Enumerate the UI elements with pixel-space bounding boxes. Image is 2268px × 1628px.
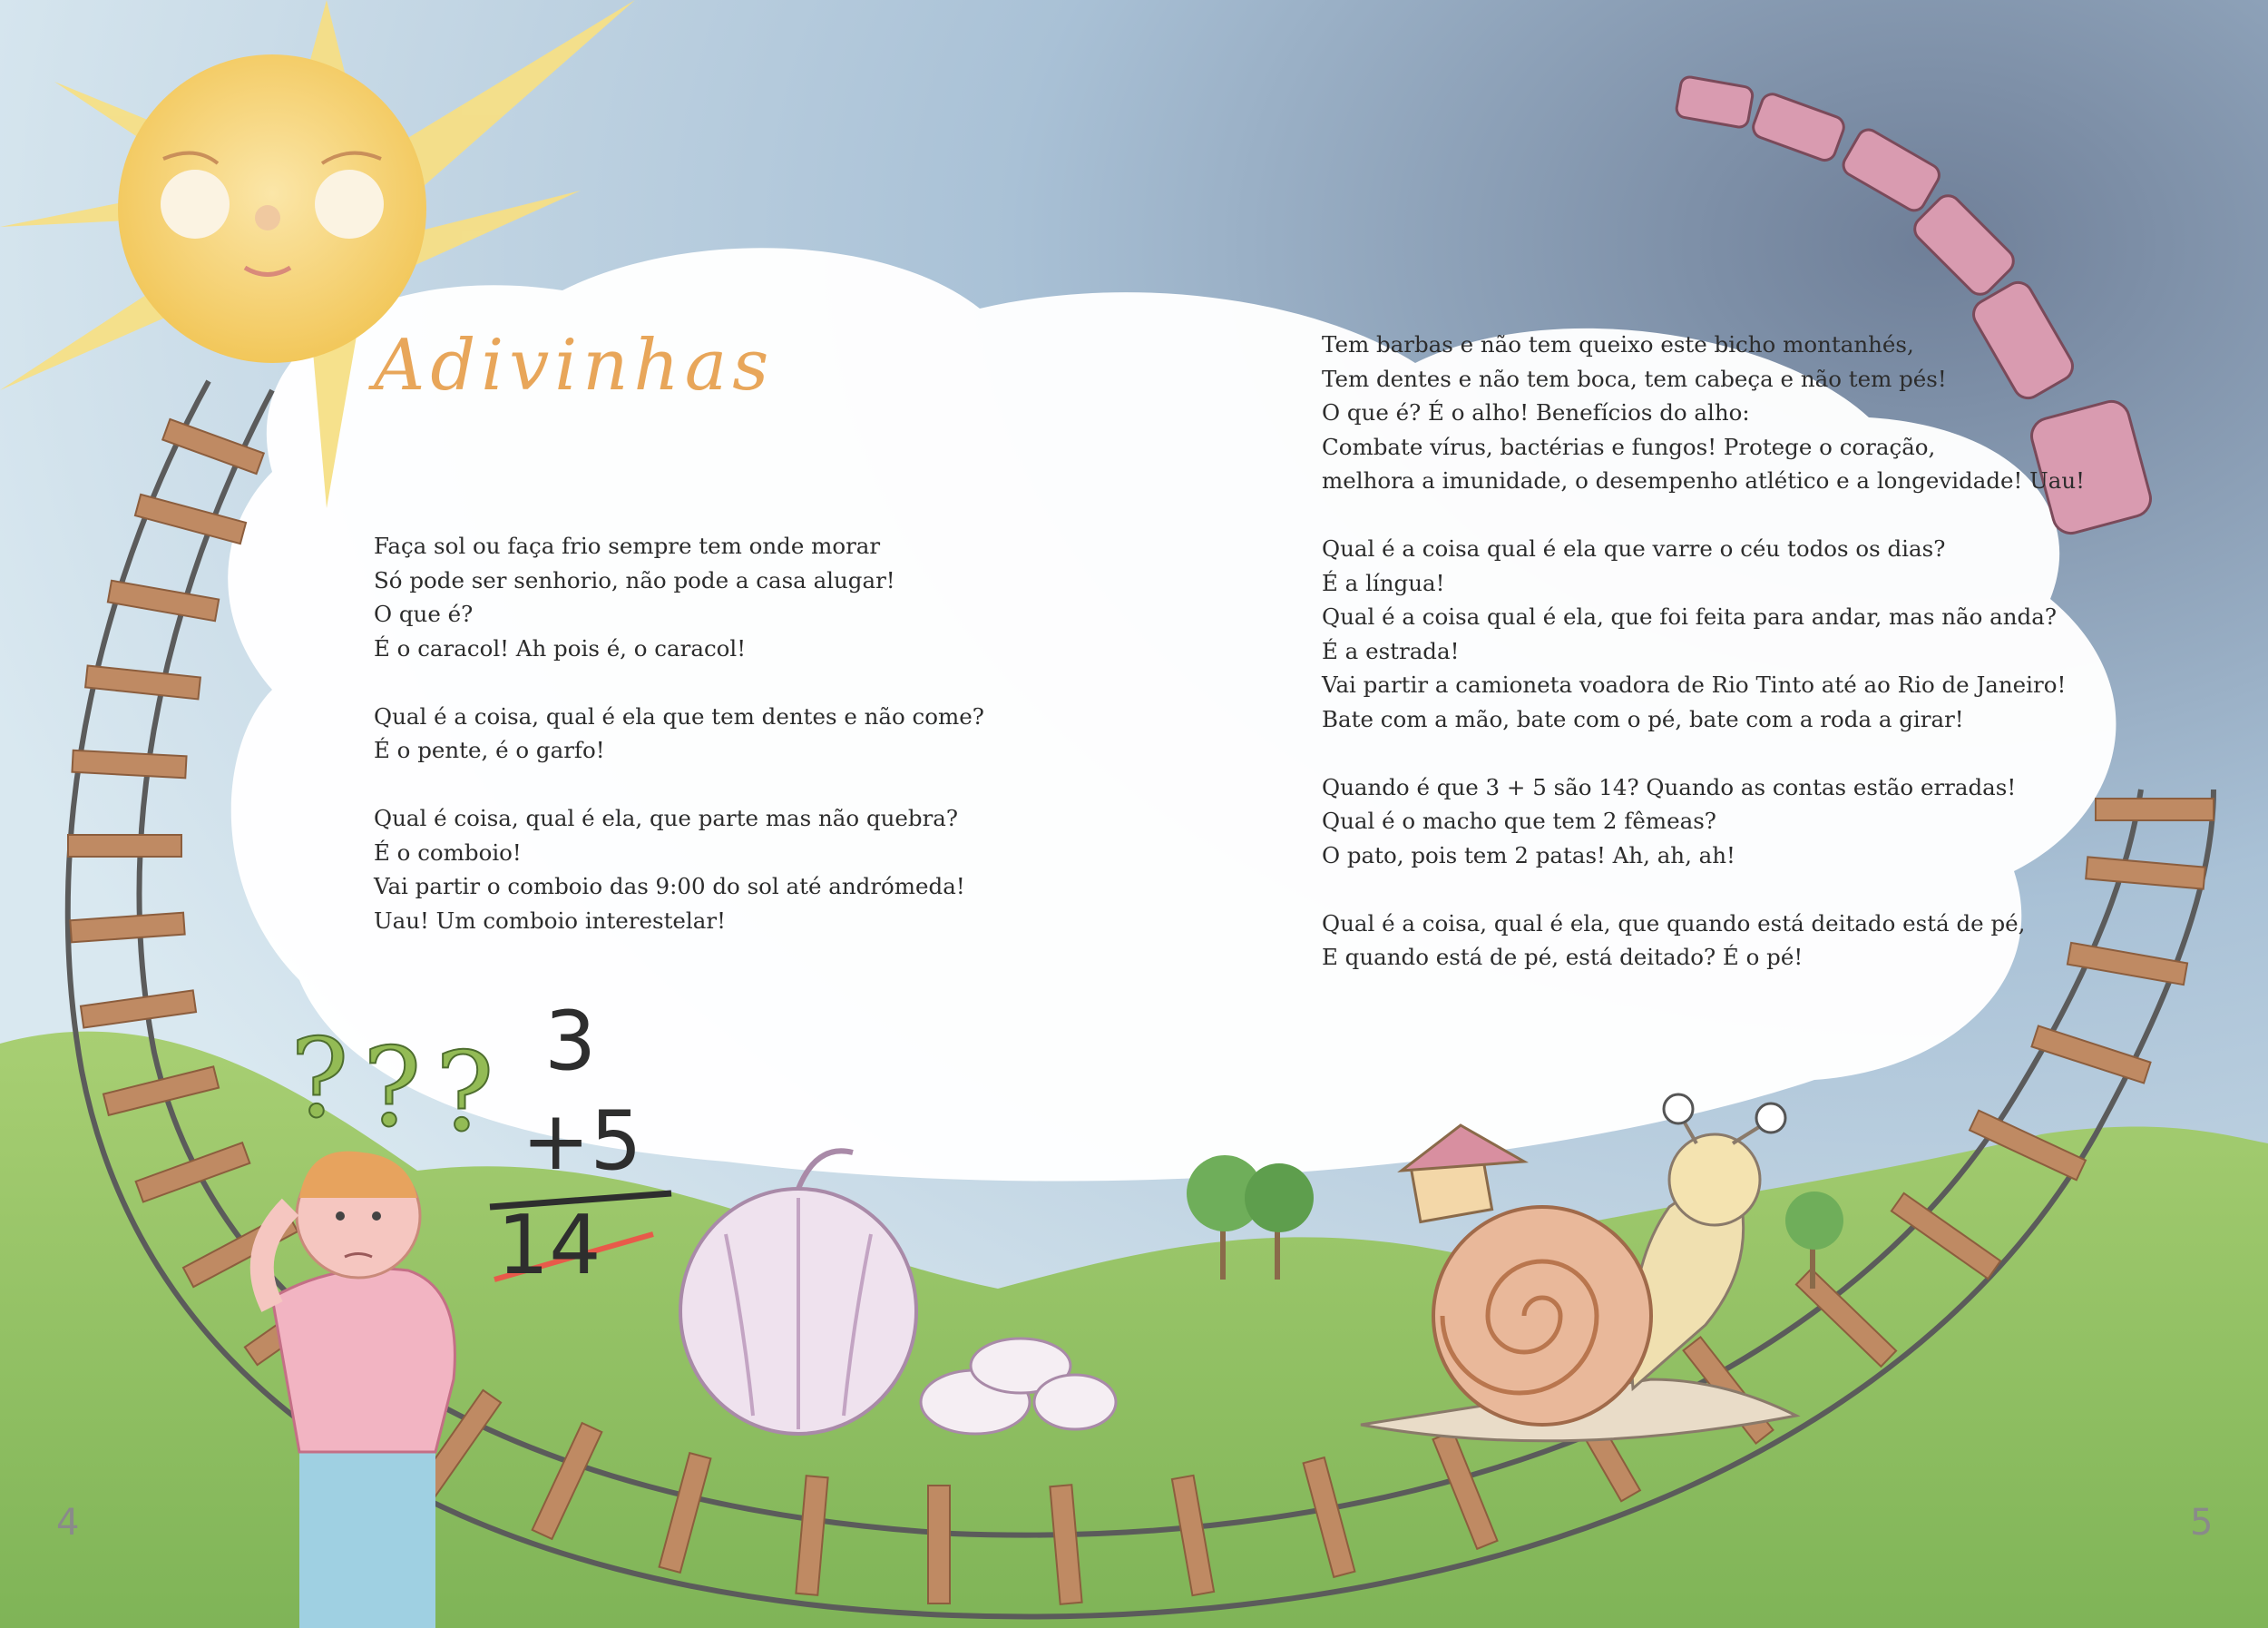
riddle-line: É o caracol! Ah pois é, o caracol! (374, 634, 747, 662)
riddle-line: Tem barbas e não tem queixo este bicho montanhés, (1322, 331, 1914, 358)
riddle-line: O que é? (374, 601, 474, 627)
riddle-line: É a língua! (1322, 569, 1445, 596)
svg-text:?: ? (363, 1025, 422, 1152)
riddle-line: Qual é o macho que tem 2 fêmeas? (1322, 808, 1716, 834)
page-number-left: 4 (56, 1502, 80, 1544)
riddle-line: É o pente, é o garfo! (374, 737, 605, 763)
riddle-line: Qual é a coisa, qual é ela que tem dentes e não come? (374, 702, 984, 730)
left-riddles-column (374, 529, 1009, 937)
riddle-line: Faça sol ou faça frio sempre tem onde morar (374, 533, 881, 559)
svg-text:?: ? (435, 1030, 494, 1156)
riddle-line: O que é? É o alho! Benefícios do alho: (1322, 399, 1750, 426)
svg-text:?: ? (290, 1016, 349, 1143)
riddle-line: Qual é a coisa qual é ela que varre o céu todos os dias? (1322, 535, 1946, 562)
riddle-line: Bate com a mão, bate com o pé, bate com a roda a girar! (1322, 705, 1964, 732)
riddle-line: Vai partir a camioneta voadora de Rio Tinto até ao Rio de Janeiro! (1322, 672, 2067, 698)
math-top-number: 3 (544, 994, 597, 1089)
riddle-line: Uau! Um comboio interestelar! (374, 907, 726, 934)
riddle-line: melhora a imunidade, o desempenho atlético e a longevidade! Uau! (1322, 467, 2086, 494)
riddle-line: E quando está de pé, está deitado? É o pé! (1322, 944, 1804, 970)
page-title: Adivinhas (374, 325, 775, 407)
riddle-line: Vai partir o comboio das 9:00 do sol até andrómeda! (374, 873, 965, 899)
right-riddles-column (1322, 328, 2102, 975)
math-wrong-result: 14 (497, 1198, 601, 1293)
riddle-line: Só pode ser senhorio, não pode a casa alugar! (374, 566, 895, 593)
riddle-line: Qual é coisa, qual é ela, que parte mas não quebra? (374, 805, 959, 831)
page-number-right: 5 (2190, 1502, 2214, 1544)
riddle-line: O pato, pois tem 2 patas! Ah, ah, ah! (1322, 841, 1735, 868)
riddle-line: É a estrada! (1322, 637, 1460, 664)
sun-icon (118, 54, 426, 363)
riddle-line: Qual é a coisa, qual é ela, que quando está deitado está de pé, (1322, 909, 2026, 937)
math-addend: +5 (522, 1094, 642, 1189)
riddle-line: Quando é que 3 + 5 são 14? Quando as contas estão erradas! (1322, 773, 2017, 800)
riddle-line: Qual é a coisa qual é ela, que foi feita para andar, mas não anda? (1322, 603, 2057, 630)
riddle-line: Combate vírus, bactérias e fungos! Protege o coração, (1322, 433, 1936, 460)
riddle-line: Tem dentes e não tem boca, tem cabeça e não tem pés! (1322, 365, 1947, 392)
riddle-line: É o comboio! (374, 839, 522, 866)
question-marks-icon (290, 1016, 494, 1156)
